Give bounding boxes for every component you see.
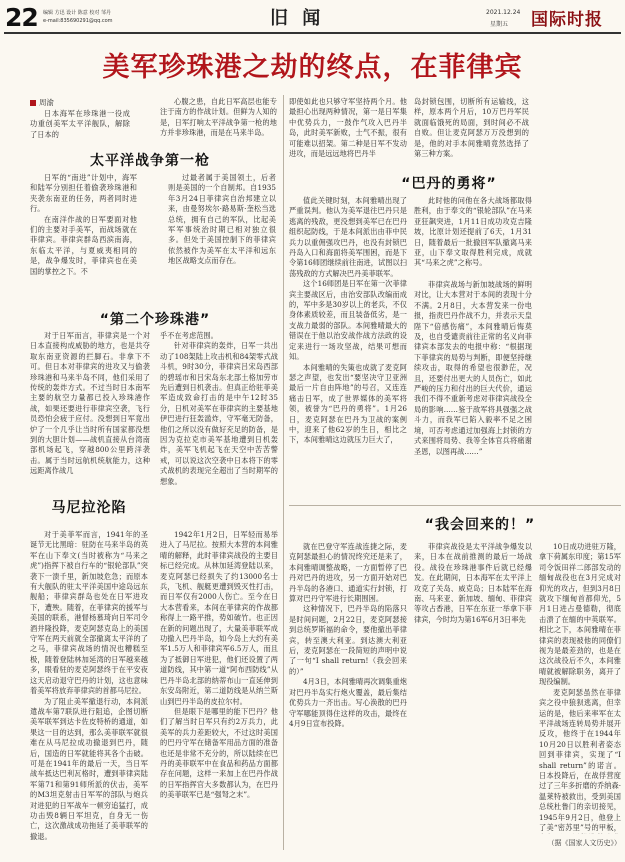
sec2-para-1: 对于日军而言，菲律宾是一个对日本直接构成威胁的地方，也是共夺取东南亚资源的拦脚石。非拿下不可。但日本对菲律宾的进攻又与偷袭珍珠港和马来半岛不同，他们采用了传统的轰炸方式。不过当时日本南军主要的航空力量都已投入珍珠港作战，如果还要进行菲律宾空袭，飞行员恐怕会疲于应付。没想到日军竟出炉了一个几乎让当时所有国家都没想到的大胆计划——战机直接从台湾南部机场起飞，穿越800公里跨洋袭击。属于当时远航机统航能力，这种远距离作战几 (30, 331, 150, 476)
header-rule (4, 32, 621, 34)
section-title: 旧 闻 (270, 8, 325, 29)
section-heading-second-pearl-harbor: “第二个珍珠港” (99, 312, 211, 328)
sec4-para-3: 1942年1月2日，日军轻而易举进入了马尼拉。按照大本营的本间雅晴的解释，此时菲律宾战役的主要目标已经完成。从林加延湾登陆以来，麦克阿瑟已经损失了约13000名士兵，飞机、舰艇更遭到毁灭性打击，而日军仅有2000人伤亡。至今在日大本营看来，本间在菲律宾的作战都称得上一路平推，势如破竹。也正因在新的问题出现了，大量美菲联军成功撤入巴丹半岛，如今岛上大约有美军1.5万人和菲律宾军6.5万人，而且为了抵御日军进犯，他们还设置了两道防线，其中第一道“阿布西防线”从巴丹半岛北部的纳蒂布山一直延伸到东安岛附近，第二道防线是从纳兰斯山到巴丹半岛的皮拉尔村。 (160, 530, 278, 706)
section-divider-horizontal (289, 505, 621, 506)
sec4-column-b (160, 530, 278, 848)
sec3-para-6: 菲律宾战场与新加坡战场的鲜明对比，让大本营对于本间的表现十分不满。2月8日，大本营发来一份电报，指责巴丹作战不力，并表示天皇陛下“倍感伤痛”，本间雅晴后悔莫及，也自受谴责前往正常的名义向菲律宾本部发去的电报中称：“根据现下菲律宾的局势与判断，即便坚持继续攻击，取得的希望也很渺茫，况且，还要付出更大的人员伤亡，如此严峻的压力和付出的巨大代价，通运我们不得不重新考虑对菲律宾战役全局的影响……鉴于敌军将具强强之战斗力，而我军已陷入毅率不足之困境，可否考虑通过加强海上封锁的方式来围将局势、我等全体官兵将痛谢圣恩，以图再战……” (414, 280, 532, 456)
sec3-para-3: 本间雅晴的失策也成就了麦克阿瑟之声望，也发出“要坚决守卫亚洲最后一片自由阵地”的号召，又连连痛击日军，成了世界媒体的美军将领，被誉为“巴丹的勇将”。1月26日，麦克阿瑟在巴丹为卫战的案例中，迎来了他62岁的生日，相比之下，本间雅晴这边就压力巨大了， (289, 362, 407, 445)
author-name: 周渝 (39, 98, 54, 107)
sec5-para-1: 就在巴登守军连战连捷之际，麦克阿瑟最担心的情况终究还是来了，本间雅晴调整战略，一方面暂停了巴丹对巴丹的进攻，另一方面开始对巴丹半岛的各港口、通道实行封锁，打算对巴丹守军进行长期围困。 (289, 542, 407, 604)
pen-icon (30, 100, 36, 106)
sec3-intro-column-a (289, 97, 407, 167)
lead-paragraph: 日本海军在珍珠港一役成功重创美军太平洋舰队，解除了日本的 (30, 109, 130, 139)
masthead-logo: 国际时报 (531, 10, 603, 30)
issue-date: 2021.12.24 (486, 9, 521, 16)
sec4-para-2: 为了阻止美军撤退行动，本间派遣战车第7联队进行阻追，企图切断美军联军到达卡佐皮特桥的通道，如果这一目的达到，那么美菲联军就很难在从马尼拉成功撤退到巴丹，随后，国造的日军就能将其各个击破。可是在1941年的最后一天，当日军战车抵达巴利瓦格时，遭到菲律宾陆军第71和第91师所派的伏击，美军的M3坦克射击日军军的部队与炮兵对进犯的日军战车一顿穷追猛打，成功击毁8辆日军坦克，自身无一伤亡，这次激战成功拖延了美菲联军的撤退。 (30, 696, 148, 841)
sec5-column-a (289, 542, 407, 848)
sec4-column-a (30, 530, 148, 848)
sec3-intro: 即使如此也只够守军坚持两个月。他最担心出现两种情况，第一是日军集中优势兵力，一鼓作气攻入巴丹半岛，此时美军新败，士气不振，很有可能难以招架。第二种是日军不发动进攻，而是远远地将巴丹半 (289, 97, 407, 159)
sec3-column-a (289, 196, 407, 496)
sec5-para-2: 这种情况下，巴丹半岛的陷落只是时间问题，2月22日，麦克阿瑟接到总统罗斯福的命令，要他撤出菲律宾，转至澳大利亚。到达澳大利亚后，麦克阿瑟在一段简短的声明中说了一句“I shall return!（我会回来的）” (289, 604, 407, 676)
sec3-para-2: 这个16师团是日军在第一次菲律宾主要战区后，由治安部队改编而成的，军中多是30岁以上的老兵，不仅身体素质较差，而且装备低劣，是一支战力最弱的部队。本间雅晴最大的错误在于他以治安战作战方法政的设定来进行一场攻坚战，结果可想而知。 (289, 279, 407, 362)
page-number: 22 (5, 3, 38, 32)
sec5-column-d (539, 542, 621, 834)
sec5-column-c (414, 542, 532, 848)
sec2-para-2: 乎不在考虑范围。 (160, 331, 218, 340)
sec1-para-1: 日军的“南进”计划中，海军和陆军分别担任着偷袭珍珠港和夹袭东南亚的任务，两者同时进行。 (30, 173, 137, 214)
sec3-para-1: 值此关键时刻，本间雅晴出现了严重误判。他认为美军退往巴丹只是逃离的残敌，更没想到美军已在巴丹组织起防线，于是本间派出由菲中民兵力以重佣强攻巴丹，也没有封锁巴丹岛入口和海面将美军围困，而是下令第16师团继续前往南进，试图以扫荡残敌的方式解决巴丹美菲联军。 (289, 196, 407, 278)
section-heading-manila-falls: 马尼拉沦陷 (51, 500, 127, 516)
section-heading-bataan-general: “巴丹的勇将” (401, 176, 497, 192)
sec5-para-6: 麦克阿瑟虽然在菲律宾之役中狼狈逃离，但幸运的是，他后来率军在太平洋战场连转局势并展开反攻，他终于在1944年10月20日以胜利者姿态回到菲律宾，实现了“I shall return”的诺言。日本投降后，在战俘营度过了三年多折磨的乔纳森·温莱特被救出，受到美国总统杜鲁门的亲切接见，1945年9月2日，他登上了美“密苏里”号的甲板， (539, 687, 621, 832)
sec3-intro-column-b (414, 97, 529, 167)
sec1-column-c (168, 173, 276, 298)
sec1-para-4: 过最者属于美国领土，后者则是美国的一个自制邦。自1935年3月24日菲律宾自治邦建立以来，由曼努埃尔·路易斯·奎松当选总统，拥有自己的军队，比起美军军事统治时期已相对独立很多。但处于美国控制下的菲律宾依然被作为美军在太平洋和远东地区战略支点而存在。 (168, 173, 276, 266)
headline: 美军珍珠港之劫的终点，在菲律宾 (102, 52, 523, 83)
editor-credits: 编辑 方迅 设计 陈意 校对 邹丹 (43, 10, 111, 16)
lead-column (30, 109, 130, 141)
sec2-para-3: 针对菲律宾的轰炸，日军一共出动了108架陆上攻击机和84架零式战斗机，9时30分，菲律宾吕宋岛西部的碧瑶市和吕宋岛东北部土格加劳市先后遭到日机袭击。但真正给驻菲美军造成致命打击的是中午12时35分，日机对美军在菲律宾的主要基地伊巴进行狂轰滥炸，守军毫无防备，他们之所以没有做好充足的防备，是因为克拉克市美军基地遭到日机轰炸，美军飞机起飞在天空中苦苦警戒，可以说这次空袭中日本将下的零式战机的表现完全超出了当时期军的想象。 (160, 341, 278, 486)
sec4-para-4: 但是眼下是哪里的能下巴丹？他们了解当时日军只有约2万兵力，此美军的兵力差距较大，不过这时美国的巴丹守军在储备军用品方面的准备也还是非常不充分的，所以陆续在巴丹的美菲联军中在食品和药品方面都存在问题，这样一来加上在巴丹作战的日军指挥官大多数都认为，在巴丹的美菲联军已是“强弩之末”。 (160, 706, 278, 800)
section-heading-i-shall-return: “我会回来的！” (424, 517, 536, 533)
source-note: （据《国家人文历史》） (547, 839, 621, 847)
sec2-column-a (30, 331, 150, 489)
sec1-para-3: 心腹之患，自此日军高层也能专注于南方的作战计划。但鲜为人知的是，日军打响太平洋战争第一枪的地方并非珍珠港，而是在马来半岛。 (160, 97, 277, 138)
sec1-column-a (30, 173, 137, 298)
byline (30, 97, 54, 108)
column-divider-vertical (283, 95, 284, 850)
section-heading-first-shot: 太平洋战争第一枪 (90, 153, 210, 169)
sec5-para-5: 10日成功进驻万隆，拿下荷属东印度；第15军司令饭田祥二郎部发动的缅甸战役也在3月完成对仰光的攻占，但到3月8日就攻下缅甸首都仰光，5月1日进占曼德勒，彻底击溃了在缅的中英联军。相比之下，本间雅晴在菲律宾的表现被他的同僚们视为是最差劲的，也是在这次战役后不久，本间雅晴就被解除职务，离开了现役编制。 (539, 542, 621, 687)
sec3-para-4: 岛封锁包围，切断所有运输线，这样，原本两个月后，10万巴丹军民就面临饿死的局面，到时间必不战自败。但让麦克阿瑟万万没想到的是，他的对手本间雅晴竟然选择了第三种方案。 (414, 97, 529, 159)
sec3-column-p6 (414, 280, 532, 496)
sec2-column-b (160, 331, 278, 523)
sec1-column-b (160, 97, 277, 147)
editor-email: e-mail:835690291@qq.com (43, 18, 113, 24)
issue-weekday: 星期五 (490, 21, 509, 28)
sec1-para-2: 在南洋作战的日军要面对他们的主要对手美军，而战场就在菲律宾。菲律宾群岛西滨南海，东临太平洋，与夏威夷相同的是，战争爆发时，菲律宾也在美国的掌控之下。不 (30, 214, 137, 276)
sec3-para-5: 此时他的问他在各大战场都取得胜利，由于奉文的“银轮部队”在马来亚狂飙突进，1月11日成功攻克吉隆坡，比原计划还提前了6天，1月31日，随着最后一批撤回军队撤离马来亚，山下奉文取得胜利完成，成就其“马来之虎”之称号。 (414, 196, 532, 268)
sec4-para-1: 对于美菲军而言，1941年的圣诞节无比黑暗：驻防在马来半岛的英军在山下奉文(当时被称为“马来之虎”)指挥下被自行车的“银轮部队”突袭下一溃千里，新加坡危急；而原本有大舰队的驻太平洋美国中途岛远东舰船；菲律宾群岛也处在日军进攻下，遭殃。随着，在菲律宾的援军与美国的联系，港督杨慕琦向日军司令酒井隆投降，麦克阿瑟克岛上的美国守军在两天前就全部撤离太平洋的了之马，菲律宾战场的情况也糟糕至极，随着登陆林加延湾的日军越来越多，眼看驻的麦克阿瑟终于在平安夜这天启动退守巴丹的计划，这也意味着美军将放弃菲律宾的首都马尼拉。 (30, 530, 148, 696)
sec5-para-3: 4月3日，本间雅晴再次调集重炮对巴丹半岛实行炮火覆盖，最后集结优势兵力一齐出击。写心涣散的巴丹守军哪能顶得住这样的攻击，最终在4月9日宣布投降。 (289, 677, 407, 728)
sec5-para-4: 菲律宾战役是太平洋战争爆发以来，日本在战前推测的最后一场战役。战役在珍珠港事件后就已经爆发。在此期间，日本海军在太平洋上攻克了关岛、威克岛；日本陆军在海南、马来亚、新加坡、缅甸、菲律宾等攻占香港，日军在东亚一举拿下菲律宾，今时均为第16军6月3日率先 (414, 542, 532, 624)
